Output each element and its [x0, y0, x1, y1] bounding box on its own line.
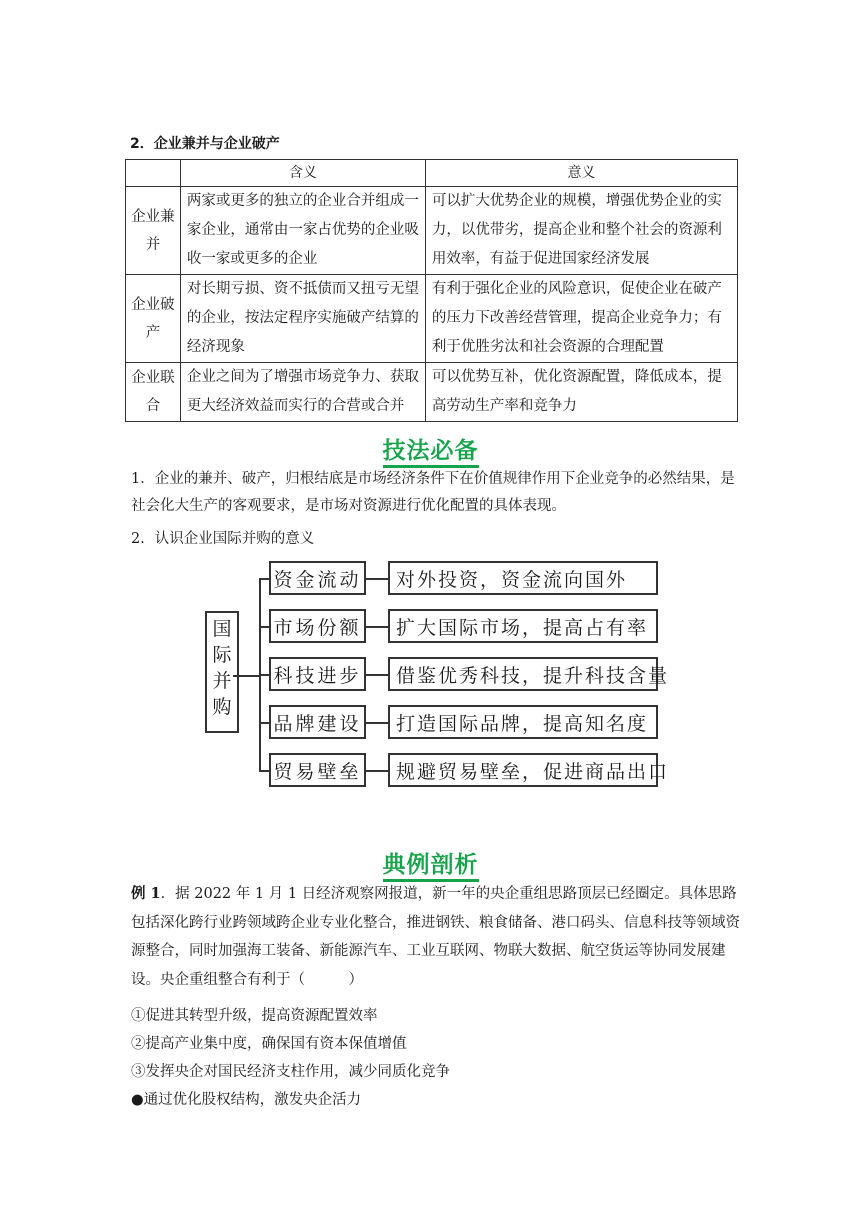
- branch-right-node: 对外投资，资金流向国外: [388, 561, 658, 595]
- banner-text: 技法必备: [383, 438, 479, 468]
- branch-left-node: 资金流动: [269, 561, 366, 595]
- merger-diagram: [195, 556, 670, 786]
- branch-left-node: 贸易壁垒: [269, 753, 366, 787]
- branch-left-node: 科技进步: [269, 657, 366, 691]
- table-row: [126, 363, 738, 422]
- connector-line: [259, 578, 269, 580]
- connector-line: [259, 770, 269, 772]
- branch-left-node: 市场份额: [269, 609, 366, 643]
- table-header-meaning: 含义: [180, 160, 425, 187]
- connector-line: [259, 626, 269, 628]
- connector-line: [259, 674, 269, 676]
- connector-line: [366, 578, 388, 580]
- section-banner-skills: [0, 432, 861, 465]
- branch-right-node: 打造国际品牌，提高知名度: [388, 705, 658, 739]
- connector-line: [366, 626, 388, 628]
- branch-left-node: 品牌建设: [269, 705, 366, 739]
- option-3: ③发挥央企对国民经济支柱作用，减少同质化竞争: [131, 1064, 450, 1080]
- diagram-root-node: 国际并购: [205, 611, 239, 733]
- row-label: 企业破产: [126, 275, 181, 363]
- section-banner-examples: [0, 846, 861, 879]
- row-significance: 可以优势互补，优化资源配置，降低成本，提高劳动生产率和竞争力: [425, 363, 737, 422]
- table-row: [126, 275, 738, 363]
- banner-text: 典例剖析: [383, 852, 479, 882]
- option-1: ①促进其转型升级，提高资源配置效率: [131, 1008, 378, 1024]
- example-label: 例 1: [131, 885, 161, 902]
- row-meaning: 企业之间为了增强市场竞争力、获取更大经济效益而实行的合营或合并: [180, 363, 425, 422]
- row-meaning: 对长期亏损、资不抵债而又扭亏无望的企业，按法定程序实施破产结算的经济现象: [180, 275, 425, 363]
- table-header-row: [126, 160, 738, 187]
- table-header-blank: [126, 160, 181, 187]
- row-label: 企业联合: [126, 363, 181, 422]
- example-question: [131, 880, 743, 994]
- option-2: ②提高产业集中度，确保国有资本保值增值: [131, 1036, 407, 1052]
- comparison-table: [125, 159, 738, 422]
- tech-paragraph-1: 1．企业的兼并、破产，归根结底是市场经济条件下在价值规律作用下企业竞争的必然结果，是社会化大生产的客观要求，是市场对资源进行优化配置的具体表现。: [131, 471, 735, 514]
- row-significance: 有利于强化企业的风险意识，促使企业在破产的压力下改善经营管理，提高企业竞争力；有利于优胜劣汰和社会资源的合理配置: [425, 275, 737, 363]
- connector-line: [233, 675, 261, 677]
- option-4: ●通过优化股权结构，激发央企活力: [131, 1092, 362, 1108]
- branch-right-node: 规避贸易壁垒，促进商品出口: [388, 753, 658, 787]
- row-label: 企业兼并: [126, 187, 181, 275]
- connector-line: [366, 770, 388, 772]
- section-heading: 2．企业兼并与企业破产: [130, 136, 280, 152]
- tech-paragraph-2: 2．认识企业国际并购的意义: [131, 531, 315, 547]
- connector-line: [366, 674, 388, 676]
- example-text: ．据 2022 年 1 月 1 日经济观察网报道，新一年的央企重组思路顶层已经圈定。具体思路包括深化跨行业跨领域跨企业专业化整合，推进钢铁、粮食储备、港口码头、信息科技等领域资源整合，同时加强海工装备、新能源汽车、工业互联网、物联大数据、航空货运等协同发展建设。央企重组整合有利于（ ）: [131, 886, 740, 988]
- table-row: [126, 187, 738, 275]
- row-meaning: 两家或更多的独立的企业合并组成一家企业，通常由一家占优势的企业吸收一家或更多的企业: [180, 187, 425, 275]
- branch-right-node: 扩大国际市场，提高占有率: [388, 609, 658, 643]
- row-significance: 可以扩大优势企业的规模，增强优势企业的实力，以优带劣，提高企业和整个社会的资源利用效率，有益于促进国家经济发展: [425, 187, 737, 275]
- branch-right-node: 借鉴优秀科技，提升科技含量: [388, 657, 658, 691]
- table-header-significance: 意义: [425, 160, 737, 187]
- connector-line: [366, 722, 388, 724]
- connector-line: [259, 722, 269, 724]
